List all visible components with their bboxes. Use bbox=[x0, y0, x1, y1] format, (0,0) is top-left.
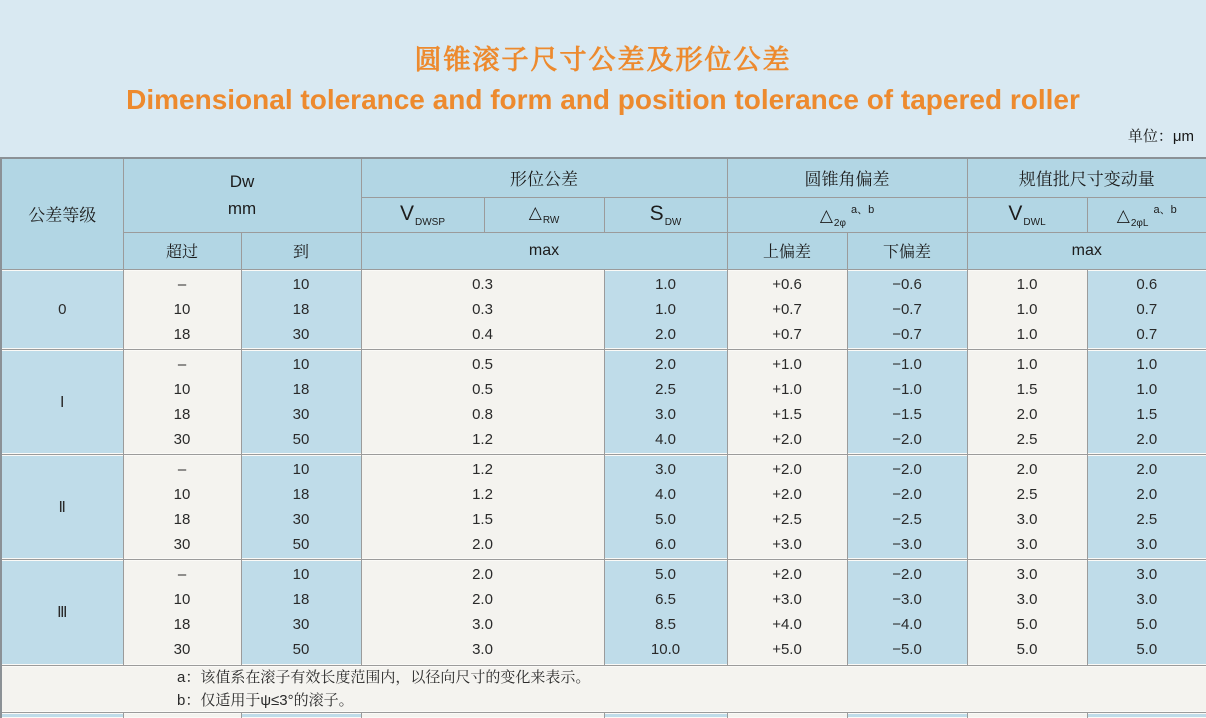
cell-value: 3.0 bbox=[1016, 535, 1038, 553]
vdwsp-drw-max-values bbox=[361, 454, 604, 559]
cell-value: 10.0 bbox=[650, 641, 681, 658]
cell-value: 0.6 bbox=[1136, 275, 1158, 293]
cell-value: 1.0 bbox=[1016, 355, 1038, 373]
cell-value: 10 bbox=[292, 460, 310, 478]
cell-value: 3.0 bbox=[1136, 566, 1158, 583]
cell-value: 0.7 bbox=[1136, 325, 1158, 343]
cell-value: – bbox=[177, 566, 187, 583]
to-values bbox=[241, 559, 361, 665]
cell-value: 3.0 bbox=[472, 616, 493, 633]
cell-value: 5.0 bbox=[1016, 616, 1038, 633]
cell-value: – bbox=[177, 460, 187, 478]
cell-value: 3.0 bbox=[655, 460, 676, 478]
cell-value: 30 bbox=[292, 616, 310, 633]
cell-value: 1.5 bbox=[1016, 380, 1038, 398]
cell-value: +5.0 bbox=[772, 641, 802, 658]
cell-value: +4.0 bbox=[772, 616, 802, 633]
cell-value: 2.0 bbox=[472, 535, 493, 553]
cell-value: −3.0 bbox=[892, 591, 922, 608]
delta-2phil-max-values bbox=[1087, 454, 1206, 559]
delta-2phil-max-values bbox=[1087, 349, 1206, 454]
sdw-max-values bbox=[604, 349, 727, 454]
cell-value: 30 bbox=[292, 405, 310, 423]
cell-value: −3.0 bbox=[892, 535, 922, 553]
table-row-grade-2 bbox=[1, 454, 1206, 559]
cell-value: +2.0 bbox=[772, 430, 802, 448]
page-title-en: Dimensional tolerance and form and position tolerance of tapered roller bbox=[126, 84, 1080, 115]
cell-value: 1.0 bbox=[1136, 355, 1158, 373]
cell-value: 2.5 bbox=[655, 380, 676, 398]
dw-symbol: Dw bbox=[229, 172, 255, 192]
cell-value: 30 bbox=[173, 535, 191, 553]
cell-value: – bbox=[177, 275, 187, 293]
cell-value: −2.0 bbox=[892, 430, 922, 448]
cell-value: −2.5 bbox=[892, 510, 922, 528]
cell-value: – bbox=[177, 355, 187, 373]
cell-value: 50 bbox=[292, 641, 310, 658]
cell-value: −4.0 bbox=[892, 616, 922, 633]
cell-value: 1.0 bbox=[1016, 325, 1038, 343]
cell-value: 0.7 bbox=[1136, 300, 1158, 318]
to-values bbox=[241, 349, 361, 454]
over-values bbox=[123, 269, 241, 349]
cell-value: +1.0 bbox=[772, 355, 802, 373]
cell-value: +3.0 bbox=[772, 591, 802, 608]
vdwl-max-values bbox=[967, 349, 1087, 454]
delta-2phil-max-values bbox=[1087, 559, 1206, 665]
cell-value: 0.5 bbox=[472, 380, 493, 398]
tolerance-table bbox=[0, 157, 1206, 718]
col-header-vdwsp bbox=[361, 197, 484, 232]
cell-value: −1.0 bbox=[892, 355, 922, 373]
cell-value: −5.0 bbox=[892, 641, 922, 658]
header-tolerance-grade: 公差等级 bbox=[1, 158, 123, 269]
cell-value: 10 bbox=[292, 355, 310, 373]
col-header-lower-deviation: 下偏差 bbox=[847, 232, 967, 269]
cell-value: 10 bbox=[292, 275, 310, 293]
symbol-vdwsp: $V_{DWSP}$ bbox=[400, 201, 446, 228]
col-header-vdwl bbox=[967, 197, 1087, 232]
header-cone-angle-deviation: 圆锥角偏差 bbox=[727, 158, 967, 197]
header-form-tolerance: 形位公差 bbox=[361, 158, 727, 197]
lower-deviation-values bbox=[847, 454, 967, 559]
cell-value: 1.0 bbox=[655, 300, 676, 318]
header-dw bbox=[123, 158, 361, 232]
col-header-upper-deviation: 上偏差 bbox=[727, 232, 847, 269]
cell-value: 2.0 bbox=[655, 355, 676, 373]
vdwsp-drw-max-values bbox=[361, 349, 604, 454]
cell-value: 1.0 bbox=[1016, 275, 1038, 293]
cell-value: +2.0 bbox=[772, 460, 802, 478]
cell-value: −0.6 bbox=[892, 275, 922, 293]
symbol-delta-2phil: $\triangle_{2\varphi L}^{a、b}$ bbox=[1116, 203, 1177, 229]
cell-value: −2.0 bbox=[892, 566, 922, 583]
cell-value: +2.0 bbox=[772, 566, 802, 583]
cell-value: 2.0 bbox=[1136, 430, 1158, 448]
vdwl-max-values bbox=[967, 269, 1087, 349]
col-header-delta-2phi bbox=[727, 197, 967, 232]
vdwl-max-values bbox=[967, 454, 1087, 559]
cell-value: 30 bbox=[292, 510, 310, 528]
grade-label: Ⅲ bbox=[1, 559, 123, 665]
col-header-max-batch: max bbox=[967, 232, 1206, 269]
cell-value: 18 bbox=[173, 405, 191, 423]
cell-value: 3.0 bbox=[1016, 566, 1038, 583]
col-header-max-form: max bbox=[361, 232, 727, 269]
lower-deviation-values bbox=[847, 559, 967, 665]
grade-label: 0 bbox=[1, 269, 123, 349]
cell-value: 0.5 bbox=[472, 355, 493, 373]
cell-value: 5.0 bbox=[655, 510, 676, 528]
cell-value: 6.5 bbox=[655, 591, 676, 608]
cell-value: 2.0 bbox=[1016, 405, 1038, 423]
cell-value: 6.0 bbox=[655, 535, 676, 553]
symbol-delta-rw: $\triangle_{RW}$ bbox=[528, 203, 560, 226]
cell-value: +0.7 bbox=[772, 300, 802, 318]
cell-value: −2.0 bbox=[892, 485, 922, 503]
grade-label: Ⅰ bbox=[1, 349, 123, 454]
cell-value: +0.7 bbox=[772, 325, 802, 343]
cell-value: +2.5 bbox=[772, 510, 802, 528]
upper-deviation-values bbox=[727, 454, 847, 559]
cell-value: 1.2 bbox=[472, 430, 493, 448]
symbol-delta-2phi: $\triangle_{2\varphi}^{a、b}$ bbox=[819, 203, 875, 229]
unit-label: 单位：μm bbox=[1127, 128, 1194, 145]
cell-value: 8.5 bbox=[655, 616, 676, 633]
cell-value: 5.0 bbox=[655, 566, 676, 583]
cell-value: 3.0 bbox=[472, 641, 493, 658]
upper-deviation-values bbox=[727, 349, 847, 454]
cutoff-row bbox=[1, 712, 1206, 718]
col-header-delta-2phil bbox=[1087, 197, 1206, 232]
sdw-max-values bbox=[604, 269, 727, 349]
over-values bbox=[123, 454, 241, 559]
cell-value: 5.0 bbox=[1016, 641, 1038, 658]
cell-value: 3.0 bbox=[655, 405, 676, 423]
cell-value: 10 bbox=[173, 591, 191, 608]
lower-deviation-values bbox=[847, 269, 967, 349]
cell-value: 30 bbox=[173, 641, 191, 658]
cell-value: 2.0 bbox=[472, 591, 493, 608]
table-row-grade-0 bbox=[1, 269, 1206, 349]
cell-value: 1.0 bbox=[1016, 300, 1038, 318]
table-row-grade-3 bbox=[1, 559, 1206, 665]
col-header-over: 超过 bbox=[123, 232, 241, 269]
cell-value: 1.2 bbox=[472, 460, 493, 478]
cell-value: 5.0 bbox=[1136, 641, 1158, 658]
cell-value: −2.0 bbox=[892, 460, 922, 478]
cell-value: 2.0 bbox=[472, 566, 493, 583]
over-values bbox=[123, 349, 241, 454]
footnotes bbox=[1, 665, 1206, 712]
sdw-max-values bbox=[604, 454, 727, 559]
page-title-zh: 圆锥滚子尺寸公差及形位公差 bbox=[414, 45, 792, 75]
cell-value: 50 bbox=[292, 535, 310, 553]
cell-value: +0.6 bbox=[772, 275, 802, 293]
footnote-a: a：该值系在滚子有效长度范围内，以径向尺寸的变化来表示。 bbox=[177, 668, 591, 686]
cell-value: 3.0 bbox=[1016, 591, 1038, 608]
cell-value: 2.5 bbox=[1016, 485, 1038, 503]
cell-value: −1.0 bbox=[892, 380, 922, 398]
col-header-to: 到 bbox=[241, 232, 361, 269]
cell-value: +1.5 bbox=[772, 405, 802, 423]
cell-value: 18 bbox=[173, 510, 191, 528]
cell-value: +1.0 bbox=[772, 380, 802, 398]
footnote-b: b：仅适用于ψ≤3°的滚子。 bbox=[177, 691, 354, 709]
symbol-vdwl: $V_{DWL}$ bbox=[1008, 201, 1046, 228]
cell-value: −1.5 bbox=[892, 405, 922, 423]
cell-value: 18 bbox=[292, 591, 310, 608]
cell-value: 3.0 bbox=[1016, 510, 1038, 528]
cell-value: 0.3 bbox=[472, 300, 493, 318]
upper-deviation-values bbox=[727, 269, 847, 349]
vdwsp-drw-max-values bbox=[361, 559, 604, 665]
vdwl-max-values bbox=[967, 559, 1087, 665]
cell-value: 0.8 bbox=[472, 405, 493, 423]
cell-value: 10 bbox=[173, 380, 191, 398]
page-header bbox=[0, 0, 1206, 157]
sdw-max-values bbox=[604, 559, 727, 665]
lower-deviation-values bbox=[847, 349, 967, 454]
cell-value: 0.3 bbox=[472, 275, 493, 293]
over-values bbox=[123, 559, 241, 665]
to-values bbox=[241, 269, 361, 349]
cell-value: 4.0 bbox=[655, 430, 676, 448]
grade-label: Ⅱ bbox=[1, 454, 123, 559]
cell-value: 3.0 bbox=[1136, 535, 1158, 553]
cell-value: 1.5 bbox=[472, 510, 493, 528]
cell-value: 18 bbox=[292, 380, 310, 398]
cell-value: 2.0 bbox=[655, 325, 676, 343]
to-values bbox=[241, 454, 361, 559]
cell-value: 2.0 bbox=[1136, 485, 1158, 503]
cell-value: 1.0 bbox=[1136, 380, 1158, 398]
cell-value: 2.0 bbox=[1136, 460, 1158, 478]
cell-value: 1.0 bbox=[655, 275, 676, 293]
cell-value: 5.0 bbox=[1136, 616, 1158, 633]
cell-value: 0.4 bbox=[472, 325, 493, 343]
cell-value: 3.0 bbox=[1136, 591, 1158, 608]
cell-value: 30 bbox=[173, 430, 191, 448]
cell-value: 2.5 bbox=[1136, 510, 1158, 528]
cell-value: 18 bbox=[173, 325, 191, 343]
cell-value: 18 bbox=[173, 616, 191, 633]
cell-value: 18 bbox=[292, 485, 310, 503]
footnote-row bbox=[1, 665, 1206, 712]
delta-2phil-max-values bbox=[1087, 269, 1206, 349]
cell-value: +2.0 bbox=[772, 485, 802, 503]
vdwsp-drw-max-values bbox=[361, 269, 604, 349]
cell-value: −0.7 bbox=[892, 325, 922, 343]
cell-value: 4.0 bbox=[655, 485, 676, 503]
col-header-delta-rw bbox=[484, 197, 604, 232]
dw-unit: mm bbox=[227, 199, 257, 219]
cell-value: 10 bbox=[173, 300, 191, 318]
cell-value: 2.5 bbox=[1016, 430, 1038, 448]
cell-value: 1.5 bbox=[1136, 405, 1158, 423]
header-batch-size-variation: 规值批尺寸变动量 bbox=[967, 158, 1206, 197]
cell-value: +3.0 bbox=[772, 535, 802, 553]
cell-value: 10 bbox=[173, 485, 191, 503]
upper-deviation-values bbox=[727, 559, 847, 665]
symbol-sdw: $S_{DW}$ bbox=[649, 201, 682, 228]
cell-value: 10 bbox=[292, 566, 310, 583]
table-row-grade-1 bbox=[1, 349, 1206, 454]
cell-value: 1.2 bbox=[472, 485, 493, 503]
cell-value: 30 bbox=[292, 325, 310, 343]
cell-value: 50 bbox=[292, 430, 310, 448]
col-header-sdw bbox=[604, 197, 727, 232]
cell-value: −0.7 bbox=[892, 300, 922, 318]
cell-value: 18 bbox=[292, 300, 310, 318]
cell-value: 2.0 bbox=[1016, 460, 1038, 478]
